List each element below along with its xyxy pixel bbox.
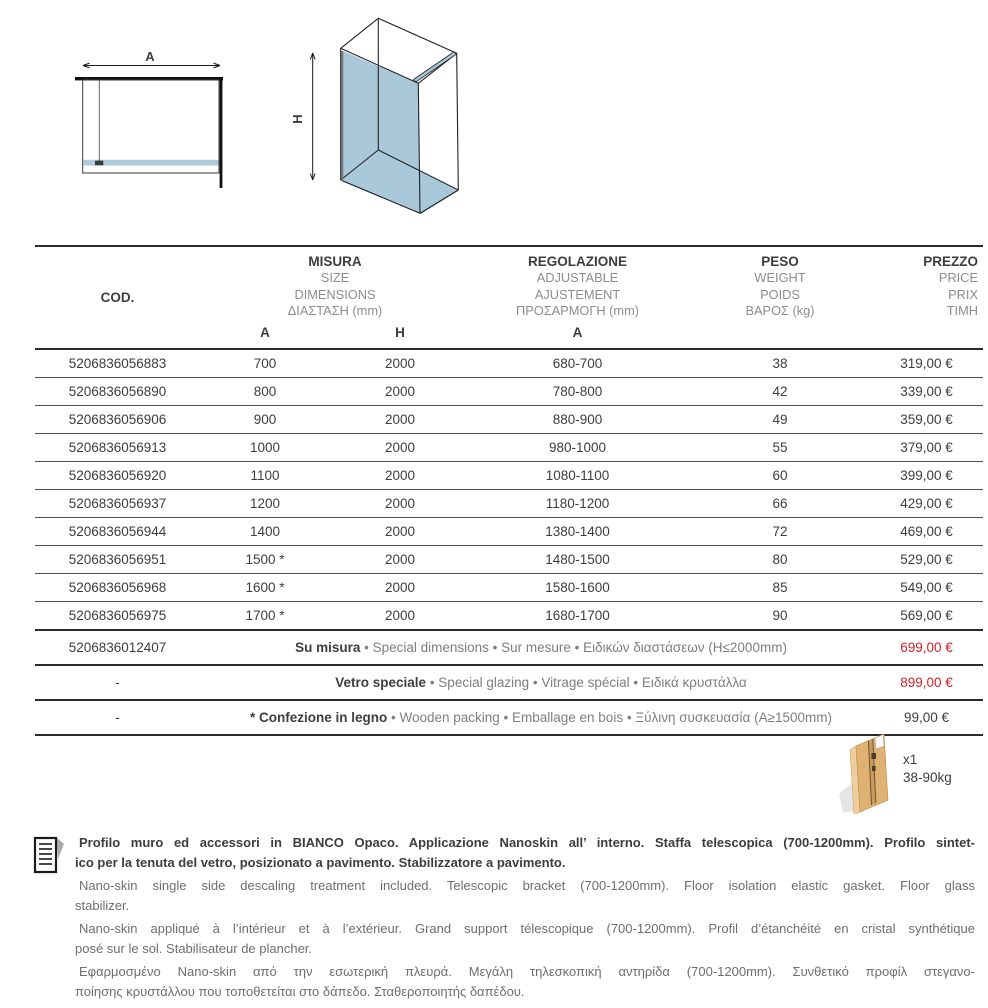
- cell-price: 429,00 €: [875, 489, 983, 517]
- note-icon-shadow: [56, 837, 64, 859]
- note-icon: [33, 836, 71, 876]
- table-row: [35, 405, 983, 433]
- table-row: [35, 433, 983, 461]
- cell-height-h: 2000: [330, 405, 470, 433]
- cell-weight: 80: [685, 545, 875, 573]
- cell-code: -: [35, 700, 200, 735]
- cell-price: 899,00 €: [875, 665, 983, 700]
- table-body: [35, 349, 983, 630]
- cell-weight: 72: [685, 517, 875, 545]
- plan-outline: [83, 80, 219, 173]
- cell-height-h: 2000: [330, 489, 470, 517]
- cell-price: 469,00 €: [875, 517, 983, 545]
- table-row: [35, 349, 983, 378]
- cell-price: 339,00 €: [875, 377, 983, 405]
- col-header-peso: PESO WEIGHT POIDS ΒΑΡΟΣ (kg): [685, 246, 875, 349]
- footer-notes: [75, 833, 975, 1005]
- cell-width-a: 1500 *: [200, 545, 330, 573]
- cell-code: 5206836056951: [35, 545, 200, 573]
- cell-code: 5206836056937: [35, 489, 200, 517]
- cell-description: Vetro speciale • Special glazing • Vitrage spécial • Ειδικά κρυστάλλα: [200, 665, 875, 700]
- cell-weight: 49: [685, 405, 875, 433]
- cell-adjustable: 1680-1700: [470, 601, 685, 630]
- cell-code: 5206836056920: [35, 461, 200, 489]
- cell-width-a: 1000: [200, 433, 330, 461]
- cell-width-a: 1200: [200, 489, 330, 517]
- table-row: [35, 461, 983, 489]
- panel-3d-diagram: [290, 5, 480, 225]
- cell-adjustable: 1080-1100: [470, 461, 685, 489]
- cell-height-h: 2000: [330, 433, 470, 461]
- cell-height-h: 2000: [330, 377, 470, 405]
- prezzo-label: PREZZO: [923, 254, 979, 269]
- peso-label: PESO: [761, 254, 799, 269]
- glass-panel: [341, 50, 420, 213]
- cell-code: 5206836056975: [35, 601, 200, 630]
- special-row: [35, 630, 983, 665]
- table-row: [35, 489, 983, 517]
- cell-code: 5206836056913: [35, 433, 200, 461]
- cell-height-h: 2000: [330, 349, 470, 378]
- cell-width-a: 1400: [200, 517, 330, 545]
- cell-adjustable: 1180-1200: [470, 489, 685, 517]
- table-row: [35, 573, 983, 601]
- table-header: [35, 246, 983, 349]
- package-quantity: x1: [903, 752, 918, 767]
- cell-code: -: [35, 665, 200, 700]
- cell-height-h: 2000: [330, 517, 470, 545]
- cell-adjustable: 780-800: [470, 377, 685, 405]
- cell-width-a: 800: [200, 377, 330, 405]
- table-row: [35, 517, 983, 545]
- package-weight-range: 38-90kg: [903, 770, 952, 785]
- table-special-body: [35, 630, 983, 735]
- package-icon: [838, 726, 908, 814]
- subcol-misura-a: A: [200, 320, 330, 349]
- support-bar: [414, 52, 457, 82]
- cell-adjustable: 1380-1400: [470, 517, 685, 545]
- cell-height-h: 2000: [330, 573, 470, 601]
- cell-adjustable: 680-700: [470, 349, 685, 378]
- cell-price: 549,00 €: [875, 573, 983, 601]
- cell-width-a: 900: [200, 405, 330, 433]
- cell-price: 99,00 €: [875, 700, 983, 735]
- cell-weight: 66: [685, 489, 875, 517]
- glass-plan: [84, 160, 219, 166]
- cell-price: 319,00 €: [875, 349, 983, 378]
- wall-right: [220, 77, 223, 188]
- cell-weight: 38: [685, 349, 875, 378]
- cell-weight: 85: [685, 573, 875, 601]
- cell-code: 5206836056883: [35, 349, 200, 378]
- dimension-a-label: A: [145, 49, 155, 64]
- cell-width-a: 1700 *: [200, 601, 330, 630]
- cell-price: 529,00 €: [875, 545, 983, 573]
- cell-width-a: 1600 *: [200, 573, 330, 601]
- subcol-regolazione-a: A: [470, 320, 685, 349]
- cell-adjustable: 980-1000: [470, 433, 685, 461]
- cell-price: 569,00 €: [875, 601, 983, 630]
- cell-code: 5206836012407: [35, 630, 200, 665]
- dimension-h-arrow: [310, 53, 315, 180]
- col-header-prezzo: PREZZO PRICE PRIX ΤΙΜΗ: [875, 246, 983, 349]
- table-row: [35, 377, 983, 405]
- table-row: [35, 601, 983, 630]
- cell-adjustable: 1580-1600: [470, 573, 685, 601]
- cell-price: 699,00 €: [875, 630, 983, 665]
- cell-width-a: 700: [200, 349, 330, 378]
- cell-adjustable: 880-900: [470, 405, 685, 433]
- cell-code: 5206836056944: [35, 517, 200, 545]
- col-header-cod: COD.: [35, 246, 200, 349]
- cell-height-h: 2000: [330, 545, 470, 573]
- cell-code: 5206836056890: [35, 377, 200, 405]
- table-row: [35, 545, 983, 573]
- packaging-info: [903, 751, 952, 787]
- cell-adjustable: 1480-1500: [470, 545, 685, 573]
- package-glyph-2: [872, 766, 876, 771]
- misura-label: MISURA: [308, 254, 362, 269]
- regolazione-label: REGOLAZIONE: [528, 254, 628, 269]
- price-table: [35, 245, 983, 736]
- subcol-misura-h: H: [330, 320, 470, 349]
- cell-width-a: 1100: [200, 461, 330, 489]
- note-french: Nano-skin appliqué à l’intérieur et à l’extérieur. Grand support télescopique (700-1200mm). Profil d’étanchéité en cristal synthétique posé sur le sol. Stabilisateur de plancher.: [75, 921, 975, 956]
- bracket-foot: [95, 161, 103, 166]
- note-italian: Profilo muro ed accessori in BIANCO Opaco. Applicazione Nanoskin all’ interno. Staffa telescopica (700-1200mm). Profilo sintet- ico per la tenuta del vetro, posizionato a pavimento. Stabilizzatore a pavimento.: [75, 835, 975, 870]
- col-header-regolazione: REGOLAZIONE ADJUSTABLE AJUSTEMENT ΠΡΟΣΑΡΜΟΓΗ (mm): [470, 246, 685, 320]
- dimension-h-label: H: [290, 114, 305, 124]
- cell-weight: 42: [685, 377, 875, 405]
- col-header-misura: MISURA SIZE DIMENSIONS ΔΙΑΣΤΑΣΗ (mm): [200, 246, 470, 320]
- cell-height-h: 2000: [330, 601, 470, 630]
- cell-description: * Confezione in legno • Wooden packing • Emballage en bois • Ξύλινη συσκευασία (A≥1500mm): [200, 700, 875, 735]
- cell-code: 5206836056906: [35, 405, 200, 433]
- cell-weight: 60: [685, 461, 875, 489]
- cell-weight: 90: [685, 601, 875, 630]
- cell-price: 379,00 €: [875, 433, 983, 461]
- cell-price: 399,00 €: [875, 461, 983, 489]
- cell-code: 5206836056968: [35, 573, 200, 601]
- special-row: [35, 665, 983, 700]
- cell-price: 359,00 €: [875, 405, 983, 433]
- cell-description: Su misura • Special dimensions • Sur mesure • Ειδικών διαστάσεων (H≤2000mm): [200, 630, 875, 665]
- top-view-diagram: [60, 40, 240, 200]
- package-glyph-1: [872, 753, 877, 759]
- cell-weight: 55: [685, 433, 875, 461]
- cell-height-h: 2000: [330, 461, 470, 489]
- note-greek: Εφαρμοσμένο Nano-skin από την εσωτερική πλευρά. Μεγάλη τηλεσκοπική αντηρίδα (700-1200mm). Συνθετικό προφίλ στεγανο- ποίησης κρυστάλλου που τοποθετείται στο δάπεδο. Σταθεροποιητής δαπέδου.: [75, 964, 975, 999]
- note-english: Nano-skin single side descaling treatment included. Telescopic bracket (700-1200mm). Floor isolation elastic gasket. Floor glass stabilizer.: [75, 878, 975, 913]
